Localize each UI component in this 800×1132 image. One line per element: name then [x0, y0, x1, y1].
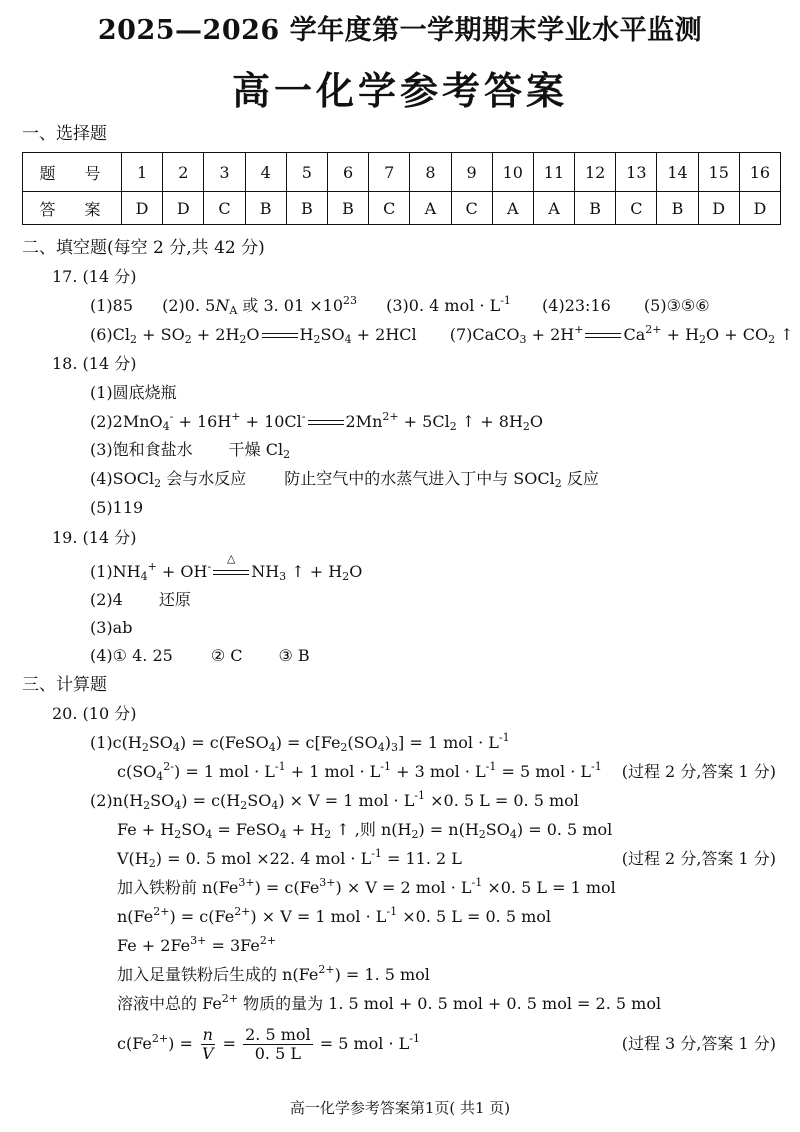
answer-cell: D	[739, 192, 780, 225]
answer-table	[22, 152, 781, 225]
subject-title: 高一化学参考答案	[231, 68, 568, 113]
question-number-cell: 11	[533, 153, 574, 192]
q20-line-2: $c(SO_4^{2-}) = 1$ mol · $L^{-1} + 1$ mol · $L^{-1} + 3$ mol · $L^{-1} = 5$ mol · $L^{-1}$	[117, 760, 602, 783]
question-number-cell: 4	[245, 153, 286, 192]
answer-cell: C	[204, 192, 245, 225]
question-number-cell: 1	[122, 153, 163, 192]
answer-cell: B	[575, 192, 616, 225]
answer-row	[23, 192, 781, 225]
answer-cell: A	[492, 192, 533, 225]
row-label-question-number: 题 号	[23, 153, 122, 192]
q20-line-4: $Fe + H_2SO_4$ = FeSO$_4$ + $H_2$ ↑ ,则 $n(H_2) = n(H_2SO_4) = 0$. 5 mol	[117, 820, 613, 841]
q19-line-3: (3)ab	[90, 618, 133, 637]
answer-cell: D	[698, 192, 739, 225]
q17-part4: (4)23:16	[542, 296, 611, 315]
q18-line-5: (5)119	[90, 498, 144, 517]
q17-equation-6: $(6)Cl_2 + SO_2 + 2H_2O$ $H_2SO_4 + 2HCl$	[90, 325, 417, 346]
answer-cell: D	[122, 192, 163, 225]
page-footer: 高一化学参考答案第1页( 共1 页)	[289, 1099, 511, 1117]
q17-part2: (2)0. $5N_A$ 或 3. $01 \times 10^{23}$	[162, 294, 358, 317]
answer-cell: A	[410, 192, 451, 225]
equal-sign	[583, 326, 623, 346]
q18-line-3: (3)饱和食盐水 干燥 $Cl_2$	[90, 440, 291, 461]
q20-line-10: 溶液中总的 $Fe^{2+}$ 物质的量为 1. 5 mol + 0. 5 mol + 0. 5 mol = 2. 5 mol	[117, 992, 662, 1013]
q17-equation-7: (7)CaCO$_3$ + 2H+ $Ca^{2+} + H_2O + CO_2$ ↑	[449, 323, 794, 346]
question-number-cell: 8	[410, 153, 451, 192]
equal-sign	[260, 326, 300, 346]
q20-score-note-3: (过程 3 分,答案 1 分)	[621, 1034, 776, 1053]
q17-label: 17. (14 分)	[52, 267, 137, 286]
answer-cell: C	[451, 192, 492, 225]
q20-line-8: $Fe + 2Fe^{3+} = 3Fe^{2+}$	[117, 934, 277, 955]
question-number-cell: 6	[327, 153, 368, 192]
q19-line-2: (2)4 还原	[90, 590, 191, 609]
q20-line-1: $(1)c(H_2SO_4)$ = c(FeSO$_4$) = $c[Fe_2(SO_4)_3] = 1$ mol · $L^{-1}$	[90, 731, 510, 754]
q19-line-1: $(1)NH_4^+ + OH^-$ △ $NH_3$ ↑ + $H_2O$	[90, 551, 363, 583]
q20-line-5: $V(H_2) = 0$. 5 mol ×22. 4 mol · $L^{-1} = 11$. 2 L	[117, 847, 462, 870]
fraction-n-over-v: $\frac{n}{V}$	[201, 1025, 214, 1063]
answer-cell: C	[616, 192, 657, 225]
question-number-cell: 3	[204, 153, 245, 192]
q17-part5: (5)③⑤⑥	[643, 296, 710, 315]
q17-part1: (1)85	[90, 296, 134, 315]
q18-label: 18. (14 分)	[52, 354, 137, 373]
q20-label: 20. (10 分)	[52, 704, 137, 723]
answer-cell: D	[163, 192, 204, 225]
q18-line-2: (2)2MnO$_4$- + 16H+ + 10Cl- $2Mn^{2+} + 5Cl_2$ ↑ + $8H_2O$	[90, 410, 544, 433]
q18-line-4: (4)SOCl$_2$ 会与水反应 防止空气中的水蒸气进入丁中与 SOCl$_2$ 反应	[90, 469, 599, 490]
q20-line-7: $n(Fe^{2+}) = c(Fe^{2+}) \times V = 1$ mol · $L^{-1} \times 0$. 5 L = 0. 5 mol	[117, 905, 552, 926]
question-number-cell: 2	[163, 153, 204, 192]
question-number-cell: 13	[616, 153, 657, 192]
q20-score-note-2: (过程 2 分,答案 1 分)	[621, 849, 776, 868]
q17-part3: (3)0. 4 mol · $L^{-1}$	[386, 294, 511, 315]
fraction-values: $\frac{\text{2. 5 mol}}{0. 5 L}$	[245, 1025, 311, 1063]
section3-title: 三、计算题	[22, 675, 107, 695]
answer-cell: B	[327, 192, 368, 225]
answer-cell: B	[245, 192, 286, 225]
question-number-cell: 16	[739, 153, 780, 192]
exam-title: 2025—2026 学年度第一学期期末学业水平监测	[97, 15, 703, 46]
row-label-answer: 答 案	[23, 192, 122, 225]
question-number-cell: 5	[286, 153, 327, 192]
q20-line-11: $c(Fe^{2+})$ = $\frac{n}{V}$ = $\frac{\text{2. 5 mol}}{0. 5 L}$ = 5 mol · $L^{-1}$	[117, 1025, 421, 1063]
q20-score-note-1: (过程 2 分,答案 1 分)	[621, 762, 776, 781]
answer-cell: C	[369, 192, 410, 225]
q19-line-4: (4)① 4. 25 ② C ③ B	[90, 646, 310, 665]
q18-line-1: (1)圆底烧瓶	[90, 383, 177, 402]
section2-title: 二、填空题(每空 2 分,共 42 分)	[22, 238, 265, 258]
answer-cell: B	[286, 192, 327, 225]
q20-line-6: 加入铁粉前 $n(Fe^{3+}) = c(Fe^{3+}) \times V = 2$ mol · $L^{-1} \times 0$. 5 L = 1 mol	[117, 876, 616, 897]
equal-sign	[306, 413, 346, 433]
q20-line-9: 加入足量铁粉后生成的 $n(Fe^{2+}) = 1$. 5 mol	[117, 963, 430, 984]
question-number-cell: 12	[575, 153, 616, 192]
q20-line-3: $(2)n(H_2SO_4) = c(H_2SO_4) \times V = 1$ mol · $L^{-1} \times 0$. 5 L = 0. 5 mol	[90, 789, 579, 812]
answer-cell: A	[533, 192, 574, 225]
heating-equal-sign: △	[211, 563, 251, 583]
q17-line-1	[90, 296, 710, 316]
answer-cell: B	[657, 192, 698, 225]
section1-title: 一、选择题	[22, 124, 107, 144]
q17-line-2	[90, 325, 794, 346]
question-number-cell: 10	[492, 153, 533, 192]
question-number-cell: 15	[698, 153, 739, 192]
question-number-cell: 9	[451, 153, 492, 192]
question-number-cell: 14	[657, 153, 698, 192]
question-number-row	[23, 153, 781, 192]
q19-label: 19. (14 分)	[52, 528, 137, 547]
question-number-cell: 7	[369, 153, 410, 192]
